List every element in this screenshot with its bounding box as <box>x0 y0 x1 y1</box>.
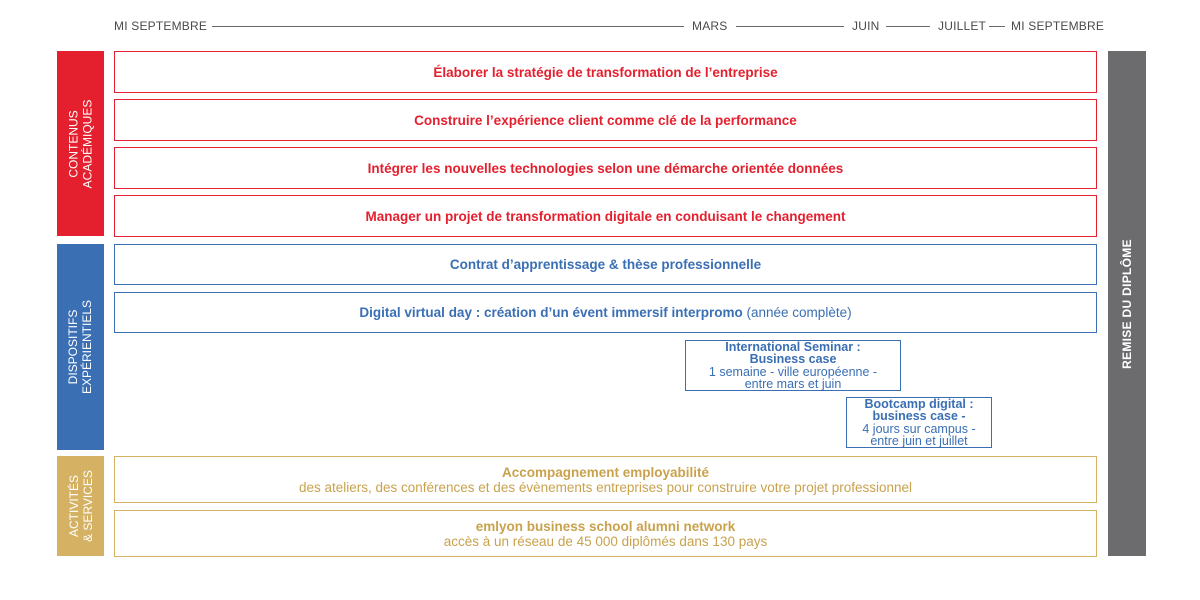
bootcamp-line2: entre juin et juillet <box>870 434 968 448</box>
academic-item-project-management: Manager un projet de transformation digitale en conduisant le changement <box>114 195 1097 237</box>
diploma-bar <box>1108 51 1146 556</box>
timeline-label-juillet: JUILLET <box>938 19 987 33</box>
timeline-label-start: MI SEPTEMBRE <box>114 19 208 33</box>
bootcamp-title2: business case - <box>872 409 966 423</box>
academic-label-line2: ACADÉMIQUES <box>80 99 95 188</box>
virtual-day-note: (année complète) <box>746 305 852 320</box>
alumni-title: emlyon business school alumni network <box>475 518 736 534</box>
timeline-line-2 <box>736 26 844 27</box>
alumni-subtitle: accès à un réseau de 45 000 diplômés dans 130 pays <box>443 533 768 549</box>
seminar-title2: Business case <box>749 352 837 366</box>
timeline-label-end: MI SEPTEMBRE <box>1011 19 1105 33</box>
timeline-label-juin: JUIN <box>852 19 880 33</box>
contract-text: Contrat d’apprentissage & thèse professionnelle <box>449 257 762 272</box>
academic-label-line1: CONTENUS <box>66 109 81 178</box>
academic-item-strategy: Élaborer la stratégie de transformation de l’entreprise <box>114 51 1097 93</box>
employability-subtitle: des ateliers, des conférences et des évènements entreprises pour construire votre projet professionnel <box>298 479 913 495</box>
experiential-label-line1: DISPOSITIFS <box>66 309 81 385</box>
seminar-line2: entre mars et juin <box>744 377 842 391</box>
employability-title: Accompagnement employabilité <box>501 464 710 480</box>
international-seminar-box <box>685 340 901 391</box>
activities-employability <box>114 456 1097 503</box>
section-label-experiential <box>57 244 104 450</box>
timeline-line-1 <box>212 26 684 27</box>
timeline-label-mars: MARS <box>692 19 728 33</box>
section-label-activities <box>57 456 104 556</box>
bootcamp-box <box>846 397 992 448</box>
experiential-label-line2: EXPÉRIENTIELS <box>80 299 95 395</box>
diploma-label: REMISE DU DIPLÔME <box>1120 238 1134 369</box>
virtual-day-title: Digital virtual day : création d’un évent immersif interpromo <box>359 305 743 320</box>
experiential-virtual-day <box>114 292 1097 333</box>
academic-item-technologies: Intégrer les nouvelles technologies selon une démarche orientée données <box>114 147 1097 189</box>
seminar-title1: International Seminar : <box>725 339 861 354</box>
seminar-line1: 1 semaine - ville européenne - <box>708 364 878 379</box>
bootcamp-line1: 4 jours sur campus - <box>862 421 976 436</box>
activities-label-line1: ACTIVITÉS <box>66 475 81 538</box>
timeline-line-3 <box>886 26 930 27</box>
experiential-contract <box>114 244 1097 285</box>
timeline-line-4 <box>989 26 1005 27</box>
bootcamp-title1: Bootcamp digital : <box>864 396 974 411</box>
academic-item-customer-experience: Construire l’expérience client comme clé de la performance <box>114 99 1097 141</box>
section-label-academic <box>57 51 104 236</box>
activities-alumni-network <box>114 510 1097 557</box>
activities-label-line2: & SERVICES <box>80 470 95 542</box>
